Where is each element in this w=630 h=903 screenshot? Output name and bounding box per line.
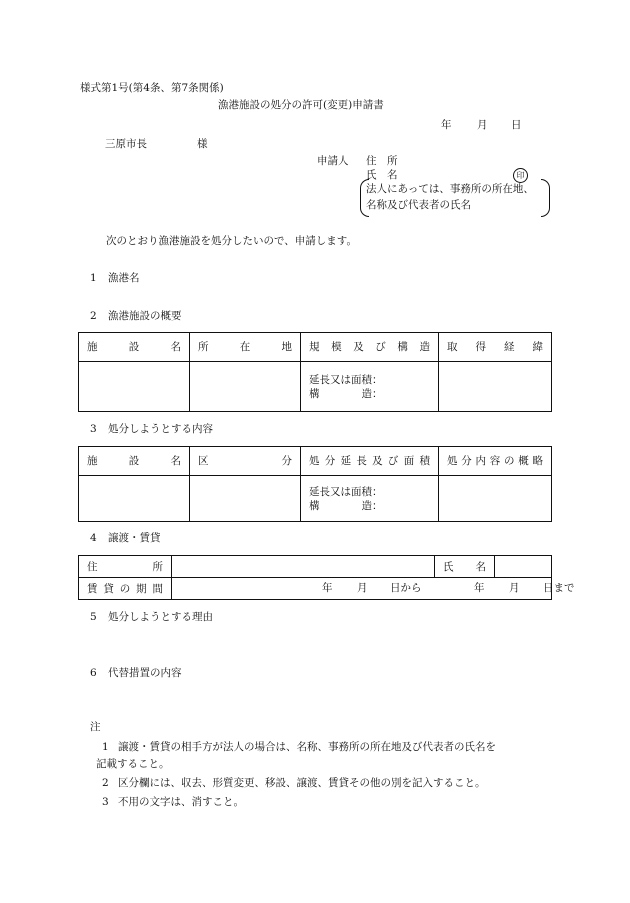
section-2-label: 漁港施設の概要: [108, 310, 182, 322]
label-lease-period: [79, 578, 172, 600]
header-disposal-extent: [301, 447, 439, 476]
label-address-text: 住 所: [87, 560, 163, 573]
note-3-number: 3: [102, 796, 109, 808]
date-year: 年: [441, 119, 452, 131]
header-location-text: 所 在 地: [198, 341, 292, 353]
section-2-number: 2: [90, 310, 97, 322]
transfer-lease-table: [78, 555, 575, 600]
honorific: 様: [197, 138, 208, 150]
header-scale-structure-text: 規 模 及 び 構 造: [309, 341, 430, 353]
structure-label-2: 構 造：: [309, 499, 383, 512]
facility-overview-table: [78, 332, 552, 412]
section-3-label: 処分しようとする内容: [108, 423, 213, 435]
note-2-text: 区分欄には、収去、形質変更、移設、譲渡、賃貸その他の別を記入すること。: [118, 777, 486, 789]
note-1-number: 1: [102, 741, 109, 753]
header-disposal-extent-text: 処 分 延 長 及 び 面 積: [309, 455, 430, 467]
header-disposal-summary-text: 処 分 内 容 の 概 略: [447, 455, 543, 467]
header-category-text: 区 分: [198, 455, 292, 467]
seal-mark: 印: [513, 168, 528, 183]
label-name-text: 氏 名: [443, 560, 486, 573]
form-title: 漁港施設の処分の許可(変更)申請書: [218, 99, 384, 111]
notes-title: 注: [90, 721, 101, 733]
period-to-year: 年: [474, 582, 485, 594]
addressee: 三原市長: [105, 138, 147, 150]
extent-label-2: 延長又は面積：: [309, 485, 383, 498]
period-from-year: 年: [322, 582, 333, 594]
header-facility-name-2-text: 施 設 名: [87, 455, 181, 467]
section-4-number: 4: [90, 532, 97, 544]
label-name: [435, 556, 495, 578]
header-category: [190, 447, 301, 476]
header-disposal-summary: [439, 447, 552, 476]
cell-scale-structure[interactable]: [301, 362, 439, 412]
section-1-number: 1: [90, 272, 97, 284]
section-5-number: 5: [90, 611, 97, 623]
cell-category[interactable]: [190, 476, 301, 522]
section-5-label: 処分しようとする理由: [108, 611, 213, 623]
period-to-suffix: 日まで: [543, 582, 575, 594]
cell-facility-name[interactable]: [79, 362, 190, 412]
section-6-label: 代替措置の内容: [108, 667, 182, 679]
label-address: [79, 556, 172, 578]
bracket-right: [541, 179, 550, 217]
header-location: [190, 333, 301, 362]
cell-name[interactable]: [495, 556, 552, 578]
note-2-number: 2: [102, 777, 109, 789]
date-day: 日: [511, 119, 522, 131]
section-4-label: 譲渡・賃貸: [108, 532, 161, 544]
intro-text: 次のとおり漁港施設を処分したいので、申請します。: [106, 235, 357, 247]
period-from-suffix: 日から: [390, 582, 422, 594]
extent-label: 延長又は面積：: [309, 373, 383, 386]
disposal-content-table: [78, 446, 552, 522]
applicant-name-label: 氏 名: [366, 169, 398, 181]
period-to-month: 月: [509, 582, 520, 594]
note-1-text: 譲渡・賃貸の相手方が法人の場合は、名称、事務所の所在地及び代表者の氏名を: [118, 741, 496, 753]
applicant-note-line2: 名称及び代表者の氏名: [366, 199, 471, 211]
applicant-label: 申請人: [317, 155, 349, 167]
applicant-note-line1: 法人にあっては、事務所の所在地、: [366, 183, 534, 195]
cell-disposal-summary[interactable]: [439, 476, 552, 522]
section-6-number: 6: [90, 667, 97, 679]
cell-acquisition[interactable]: [439, 362, 552, 412]
header-scale-structure: [301, 333, 439, 362]
note-1-continuation: 記載すること。: [96, 758, 170, 770]
cell-lease-period[interactable]: [172, 578, 575, 600]
period-from-month: 月: [357, 582, 368, 594]
section-3-number: 3: [90, 423, 97, 435]
section-1-label: 漁港名: [108, 272, 140, 284]
label-lease-period-text: 賃 貸 の 期 間: [87, 582, 163, 595]
header-facility-name-text: 施 設 名: [87, 341, 181, 353]
date-month: 月: [477, 119, 488, 131]
cell-address[interactable]: [172, 556, 435, 578]
cell-facility-name-2[interactable]: [79, 476, 190, 522]
applicant-address-label: 住 所: [366, 155, 398, 167]
header-facility-name-2: [79, 447, 190, 476]
header-acquisition-text: 取 得 経 緯: [447, 341, 543, 353]
structure-label: 構 造：: [309, 387, 383, 400]
form-number: 様式第1号(第4条、第7条関係): [80, 82, 224, 94]
cell-disposal-extent[interactable]: [301, 476, 439, 522]
cell-location[interactable]: [190, 362, 301, 412]
header-facility-name: [79, 333, 190, 362]
header-acquisition: [439, 333, 552, 362]
note-3-text: 不用の文字は、消すこと。: [118, 796, 244, 808]
